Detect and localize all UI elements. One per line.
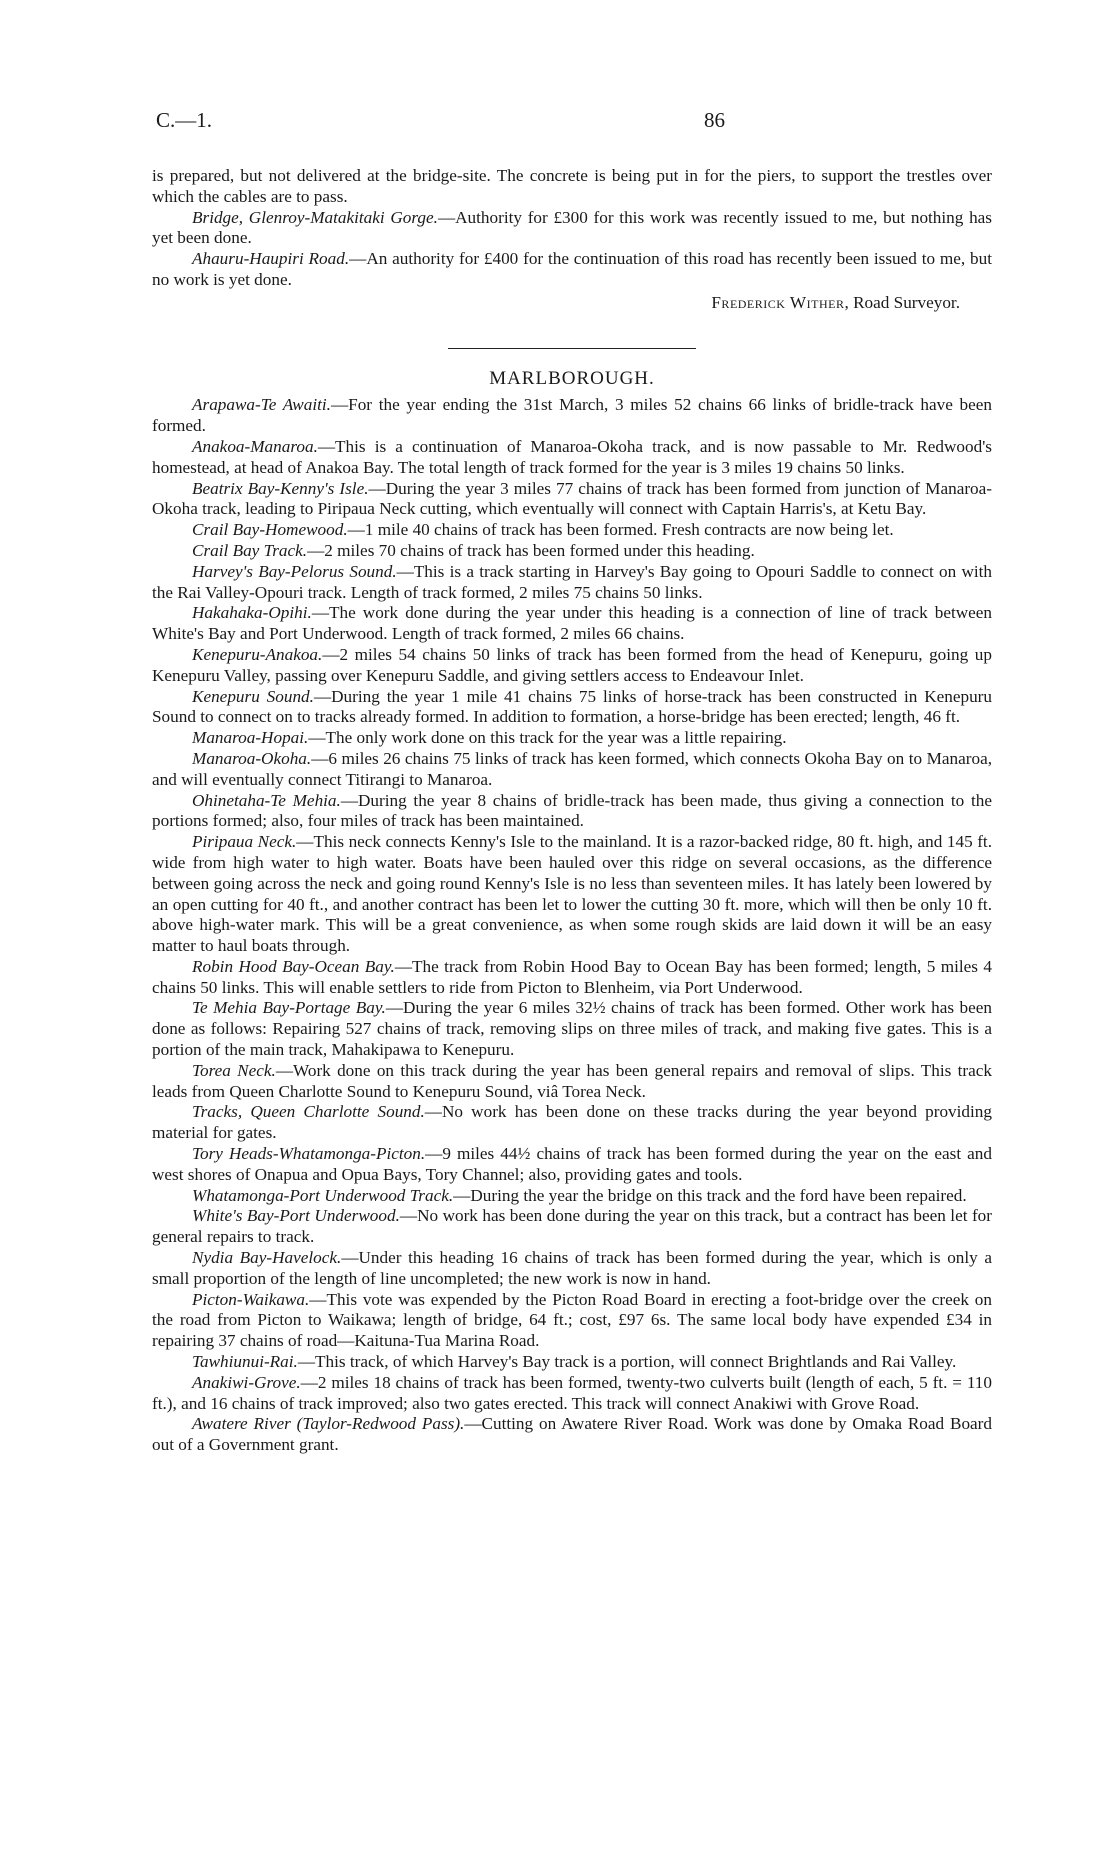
page-number: 86 [704, 108, 725, 132]
entry-text: —2 miles 54 chains 50 links of track has been formed from the head of Kenepuru, going up Kenepuru Valley, passing over Kenepuru Saddle, and giving settlers access to Endeavour Inlet. [152, 644, 992, 685]
entry-title: Crail Bay-Homewood. [192, 520, 348, 540]
entry-text: —This vote was expended by the Picton Road Board in erecting a foot-bridge over the creek on the road from Picton to Waikawa; length of bridge, 64 ft.; cost, £97 6s. The same local body have expended £34 in repairing 37 chains of road—Kaituna-Tua Marina Road. [152, 1289, 992, 1351]
section-title: MARLBOROUGH. [489, 367, 655, 389]
entry-title: Whatamonga-Port Underwood Track. [192, 1185, 454, 1205]
entry-paragraph [152, 1373, 992, 1415]
entry-text: —This is a track starting in Harvey's Bay going to Opouri Saddle to connect on with the Rai Valley-Opouri track. Length of track formed, 2 miles 75 chains 50 links. [152, 561, 992, 602]
entry-paragraph [152, 728, 992, 749]
entry-paragraph [152, 479, 992, 521]
entry-title: Harvey's Bay-Pelorus Sound. [192, 561, 397, 581]
entry-paragraph [152, 437, 992, 479]
section-entries [152, 395, 992, 1456]
entry-title: Kenepuru Sound. [192, 686, 314, 706]
entry-title: Manaroa-Okoha. [192, 748, 312, 768]
intro-paragraph [152, 249, 992, 291]
entry-paragraph [152, 687, 992, 729]
entry-text: —During the year 3 miles 77 chains of track has been formed from junction of Manaroa-Okoha track, leading to Piripaua Neck cutting, which eventually will connect with Captain Harris's, at Ketu Bay. [152, 478, 992, 519]
entry-text: —This track, of which Harvey's Bay track is a portion, will connect Brightlands and Rai Valley. [297, 1352, 957, 1372]
entry-paragraph [152, 791, 992, 833]
entry-title: Tracks, Queen Charlotte Sound. [192, 1102, 425, 1122]
entry-paragraph [152, 541, 992, 562]
entry-title: Manaroa-Hopai. [192, 728, 309, 748]
entry-paragraph [152, 1414, 992, 1456]
entry-text: —During the year 6 miles 32½ chains of track has been formed. Other work has been done as follows: Repairing 527 chains of track, removing slips on three miles of track, and making five gates. This is a portion of the main track, Mahakipawa to Kenepuru. [152, 998, 993, 1060]
entry-paragraph [152, 1206, 992, 1248]
entry-title: Torea Neck. [192, 1060, 276, 1080]
entry-text: —Authority for £300 for this work was recently issued to me, but nothing has yet been done. [152, 207, 992, 248]
entry-title: Crail Bay Track. [192, 540, 308, 560]
signature-role: , Road Surveyor. [844, 292, 960, 312]
entry-paragraph [152, 832, 992, 957]
entry-paragraph [152, 1248, 992, 1290]
entry-title: Robin Hood Bay-Ocean Bay. [192, 956, 395, 976]
entry-title: Picton-Waikawa. [192, 1289, 310, 1309]
entry-paragraph [152, 1061, 992, 1103]
entry-paragraph [152, 1102, 992, 1144]
entry-text: —For the year ending the 31st March, 3 miles 52 chains 66 links of bridle-track have been formed. [152, 395, 992, 436]
entry-text: —The only work done on this track for the year was a little repairing. [308, 728, 787, 748]
entry-paragraph [152, 1352, 992, 1373]
entry-paragraph [152, 645, 992, 687]
entry-paragraph [152, 562, 992, 604]
entry-paragraph [152, 520, 992, 541]
entry-text: —6 miles 26 chains 75 links of track has keen formed, which connects Okoha Bay on to Manaroa, and will eventually connect Titirangi to Manaroa. [152, 748, 992, 789]
entry-title: Te Mehia Bay-Portage Bay. [192, 998, 386, 1018]
entry-title: Anakoa-Manaroa. [192, 436, 318, 456]
entry-paragraph [152, 749, 992, 791]
page-header [156, 108, 976, 138]
page-body [152, 166, 992, 1456]
document-code: C.—1. [156, 108, 213, 132]
entry-title: Kenepuru-Anakoa. [192, 644, 323, 664]
entry-text: —Cutting on Awatere River Road. Work was done by Omaka Road Board out of a Government grant. [152, 1414, 992, 1455]
entry-title: White's Bay-Port Underwood. [192, 1206, 400, 1226]
entry-text: —2 miles 70 chains of track has been formed under this heading. [307, 540, 755, 560]
entry-title: Ahauru-Haupiri Road. [192, 249, 350, 269]
entry-title: Arapawa-Te Awaiti. [192, 395, 331, 415]
entry-text: —During the year 8 chains of bridle-track has been made, thus giving a connection to the portions formed; also, four miles of track has been maintained. [152, 790, 992, 831]
entry-text: —The track from Robin Hood Bay to Ocean Bay has been formed; length, 5 miles 4 chains 50 links. This will enable settlers to ride from Picton to Blenheim, via Port Underwood. [152, 956, 992, 997]
entry-title: Piripaua Neck. [192, 832, 297, 852]
entry-paragraph [152, 1290, 992, 1352]
entry-title: Hakahaka-Opihi. [192, 603, 312, 623]
entry-title: Tory Heads-Whatamonga-Picton. [192, 1144, 426, 1164]
entry-paragraph [152, 957, 992, 999]
entry-title: Anakiwi-Grove. [192, 1372, 301, 1392]
signature-name: Frederick Wither [711, 292, 845, 312]
entry-text: —An authority for £400 for the continuation of this road has recently been issued to me, but no work is yet done. [152, 249, 992, 289]
entry-paragraph [152, 395, 992, 437]
entry-text: —No work has been done on these tracks during the year beyond providing material for gates. [152, 1102, 992, 1143]
entry-paragraph [152, 998, 992, 1060]
signature [152, 293, 992, 314]
entry-paragraph [152, 603, 992, 645]
entry-title: Ohinetaha-Te Mehia. [192, 790, 341, 810]
entry-text: —During the year the bridge on this track and the ford have been repaired. [453, 1185, 967, 1205]
continuation-paragraph: is prepared, but not delivered at the bridge-site. The concrete is being put in for the piers, to support the trestles over which the cables are to pass. [152, 166, 992, 206]
entry-text: —This neck connects Kenny's Isle to the mainland. It is a razor-backed ridge, 80 ft. high, and 145 ft. wide from high water to high water. Boats have been hauled over this ridge on several occasions, as the difference between going across the neck and going round Kenny's Isle is no less than seventeen miles. It has lately been lowered by an open cutting for 40 ft., and another contract has been let to lower the cutting 30 ft. more, which will then be only 10 ft. above high-water mark. This will be a great convenience, as when some rough skids are laid down it will be an easy matter to haul boats through. [152, 832, 992, 956]
section-divider [448, 348, 696, 349]
entry-text: —Work done on this track during the year has been general repairs and removal of slips. This track leads from Queen Charlotte Sound to Kenepuru Sound, viâ Torea Neck. [152, 1060, 992, 1101]
entry-text: —No work has been done during the year on this track, but a contract has been let for general repairs to track. [152, 1206, 992, 1247]
entry-text: —2 miles 18 chains of track has been formed, twenty-two culverts built (length of each, 5 ft. = 110 ft.), and 16 chains of track improved; also two gates erected. This track will connect Anakiwi with Grove Road. [152, 1372, 992, 1413]
entry-title: Bridge, Glenroy-Matakitaki Gorge. [192, 207, 438, 227]
entry-text: —This is a continuation of Manaroa-Okoha track, and is now passable to Mr. Redwood's homestead, at head of Anakoa Bay. The total length of track formed for the year is 3 miles 19 chains 50 links. [152, 436, 992, 477]
entry-paragraph [152, 1144, 992, 1186]
entry-text: —9 miles 44½ chains of track has been formed during the year on the east and west shores of Onapua and Opua Bays, Tory Channel; also, providing gates and tools. [152, 1144, 992, 1184]
entry-title: Beatrix Bay-Kenny's Isle. [192, 478, 369, 498]
entry-text: —1 mile 40 chains of track has been formed. Fresh contracts are now being let. [347, 520, 894, 540]
entry-title: Tawhiunui-Rai. [192, 1352, 298, 1372]
intro-paragraph [152, 208, 992, 250]
entry-text: —The work done during the year under this heading is a connection of line of track between White's Bay and Port Underwood. Length of track formed, 2 miles 66 chains. [152, 603, 992, 644]
entry-title: Awatere River (Taylor-Redwood Pass). [192, 1414, 465, 1434]
entry-text: —During the year 1 mile 41 chains 75 links of horse-track has been constructed in Kenepuru Sound to connect on to tracks already formed. In addition to formation, a horse-bridge has been erected; length, 46 ft. [152, 686, 992, 727]
entry-title: Nydia Bay-Havelock. [192, 1248, 342, 1268]
entry-text: —Under this heading 16 chains of track has been formed during the year, which is only a small proportion of the length of line uncompleted; the new work is now in hand. [152, 1248, 993, 1288]
entry-paragraph [152, 1186, 992, 1207]
